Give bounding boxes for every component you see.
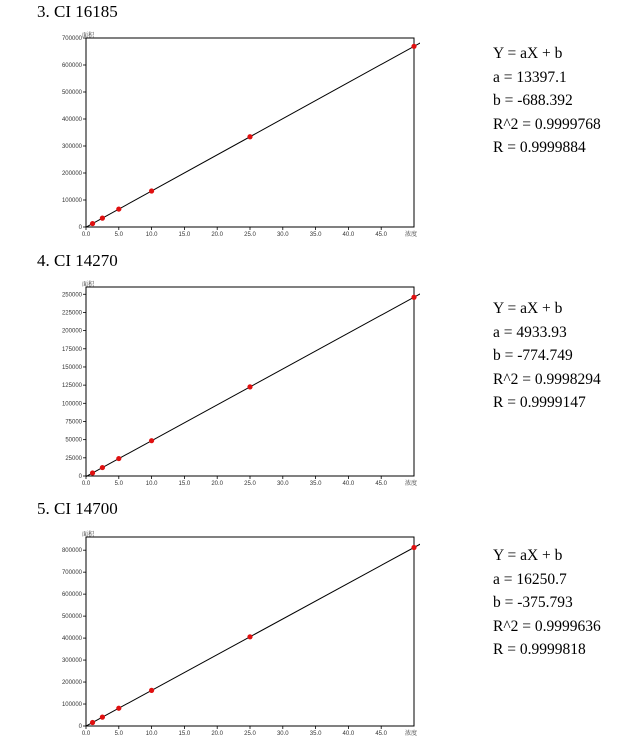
x-tick-label: 15.0	[178, 232, 191, 238]
x-tick-label: 35.0	[309, 481, 322, 487]
r-squared-text: R^2 = 0.9999636	[493, 617, 601, 635]
x-tick-label: 30.0	[276, 731, 289, 737]
x-tick-label: 35.0	[309, 232, 322, 238]
x-tick-label: 40.0	[342, 731, 355, 737]
y-tick-label: 0	[78, 724, 82, 730]
x-tick-label: 40.0	[342, 232, 355, 238]
y-axis-label: 面积	[82, 532, 95, 538]
regression-stats	[493, 297, 601, 415]
section-title: 5. CI 14700	[37, 499, 118, 518]
y-tick-label: 300000	[61, 658, 82, 665]
y-tick-label: 200000	[61, 328, 82, 335]
y-tick-label: 500000	[61, 614, 82, 621]
data-point	[100, 465, 105, 470]
x-tick-label: 30.0	[276, 232, 289, 238]
data-point	[100, 216, 105, 221]
y-tick-label: 800000	[61, 548, 82, 555]
y-tick-label: 700000	[61, 570, 82, 577]
x-tick-label: 30.0	[276, 481, 289, 487]
x-tick-label: 5.0	[114, 731, 123, 737]
x-tick-label: 0.0	[81, 232, 91, 238]
y-tick-label: 100000	[61, 401, 82, 408]
calibration-chart	[52, 529, 420, 737]
y-tick-label: 175000	[61, 346, 82, 353]
data-point	[247, 634, 252, 639]
data-point	[116, 456, 121, 461]
y-tick-label: 0	[78, 474, 82, 480]
data-point	[116, 206, 121, 211]
y-axis-label: 面积	[82, 33, 95, 39]
r-text: R = 0.9999147	[493, 394, 586, 411]
y-tick-label: 0	[78, 225, 82, 231]
data-point	[247, 134, 252, 139]
data-point	[247, 384, 252, 389]
r-text: R = 0.9999884	[493, 139, 586, 156]
section-title: 3. CI 16185	[37, 2, 118, 21]
section-title: 4. CI 14270	[37, 251, 118, 270]
data-point	[116, 706, 121, 711]
data-point	[149, 438, 154, 443]
x-tick-label: 25.0	[244, 232, 256, 238]
x-tick-label: 20.0	[211, 731, 224, 737]
x-tick-label: 5.0	[114, 481, 123, 487]
plot-frame	[86, 537, 414, 726]
x-tick-label: 40.0	[342, 481, 355, 487]
regression-line	[86, 39, 420, 227]
y-tick-label: 75000	[65, 419, 82, 426]
data-point	[90, 221, 95, 226]
y-tick-label: 225000	[61, 310, 82, 317]
plot-frame	[86, 287, 414, 476]
y-tick-label: 100000	[61, 702, 82, 709]
x-tick-label: 20.0	[211, 481, 224, 487]
data-point	[100, 715, 105, 720]
regression-line	[86, 540, 420, 726]
data-point	[90, 470, 95, 475]
x-axis-label: 浓度	[405, 731, 418, 737]
x-tick-label: 10.0	[145, 731, 158, 737]
calibration-chart	[52, 279, 420, 487]
x-tick-label: 0.0	[81, 731, 91, 737]
x-tick-label: 5.0	[114, 232, 123, 238]
intercept-text: b = -375.793	[493, 594, 573, 611]
y-tick-label: 250000	[61, 292, 82, 299]
regression-line	[86, 290, 420, 477]
data-point	[149, 188, 154, 193]
r-squared-text: R^2 = 0.9999768	[493, 115, 601, 133]
intercept-text: b = -774.749	[493, 347, 573, 364]
y-tick-label: 125000	[61, 383, 82, 390]
x-tick-label: 35.0	[309, 731, 322, 737]
x-tick-label: 10.0	[145, 481, 158, 487]
slope-text: a = 16250.7	[493, 570, 567, 588]
y-tick-label: 400000	[61, 636, 82, 643]
y-tick-label: 100000	[61, 198, 82, 204]
x-tick-label: 45.0	[375, 481, 388, 487]
chart-svg	[52, 279, 420, 487]
calibration-chart	[52, 30, 420, 238]
x-tick-label: 45.0	[375, 232, 388, 238]
equation-text: Y = aX + b	[493, 300, 563, 317]
x-tick-label: 15.0	[178, 731, 191, 737]
equation-text: Y = aX + b	[493, 547, 563, 564]
y-tick-label: 200000	[61, 680, 82, 687]
chart-svg	[52, 30, 420, 238]
y-tick-label: 25000	[65, 455, 82, 462]
y-tick-label: 400000	[61, 117, 82, 123]
data-point	[411, 44, 416, 49]
data-point	[149, 688, 154, 693]
y-tick-label: 150000	[61, 364, 82, 371]
y-axis-label: 面积	[82, 282, 95, 288]
y-tick-label: 200000	[61, 171, 82, 177]
x-tick-label: 15.0	[178, 481, 191, 487]
data-point	[90, 720, 95, 725]
intercept-text: b = -688.392	[493, 92, 573, 109]
x-tick-label: 25.0	[244, 481, 256, 487]
data-point	[411, 295, 416, 300]
y-tick-label: 300000	[61, 144, 82, 150]
slope-text: a = 4933.93	[493, 323, 567, 341]
x-tick-label: 20.0	[211, 232, 224, 238]
y-tick-label: 600000	[61, 63, 82, 69]
y-tick-label: 700000	[61, 36, 82, 42]
regression-stats	[493, 544, 601, 662]
x-axis-label: 浓度	[405, 232, 418, 238]
x-tick-label: 25.0	[244, 731, 256, 737]
x-tick-label: 0.0	[81, 481, 91, 487]
r-squared-text: R^2 = 0.9998294	[493, 370, 601, 388]
x-axis-label: 浓度	[405, 481, 418, 487]
plot-frame	[86, 38, 414, 227]
chart-svg	[52, 529, 420, 737]
regression-stats	[493, 42, 601, 160]
y-tick-label: 50000	[65, 437, 82, 444]
x-tick-label: 10.0	[145, 232, 158, 238]
equation-text: Y = aX + b	[493, 45, 563, 62]
slope-text: a = 13397.1	[493, 68, 567, 86]
data-point	[411, 545, 416, 550]
y-tick-label: 600000	[61, 592, 82, 599]
x-tick-label: 45.0	[375, 731, 388, 737]
r-text: R = 0.9999818	[493, 641, 586, 658]
y-tick-label: 500000	[61, 90, 82, 96]
